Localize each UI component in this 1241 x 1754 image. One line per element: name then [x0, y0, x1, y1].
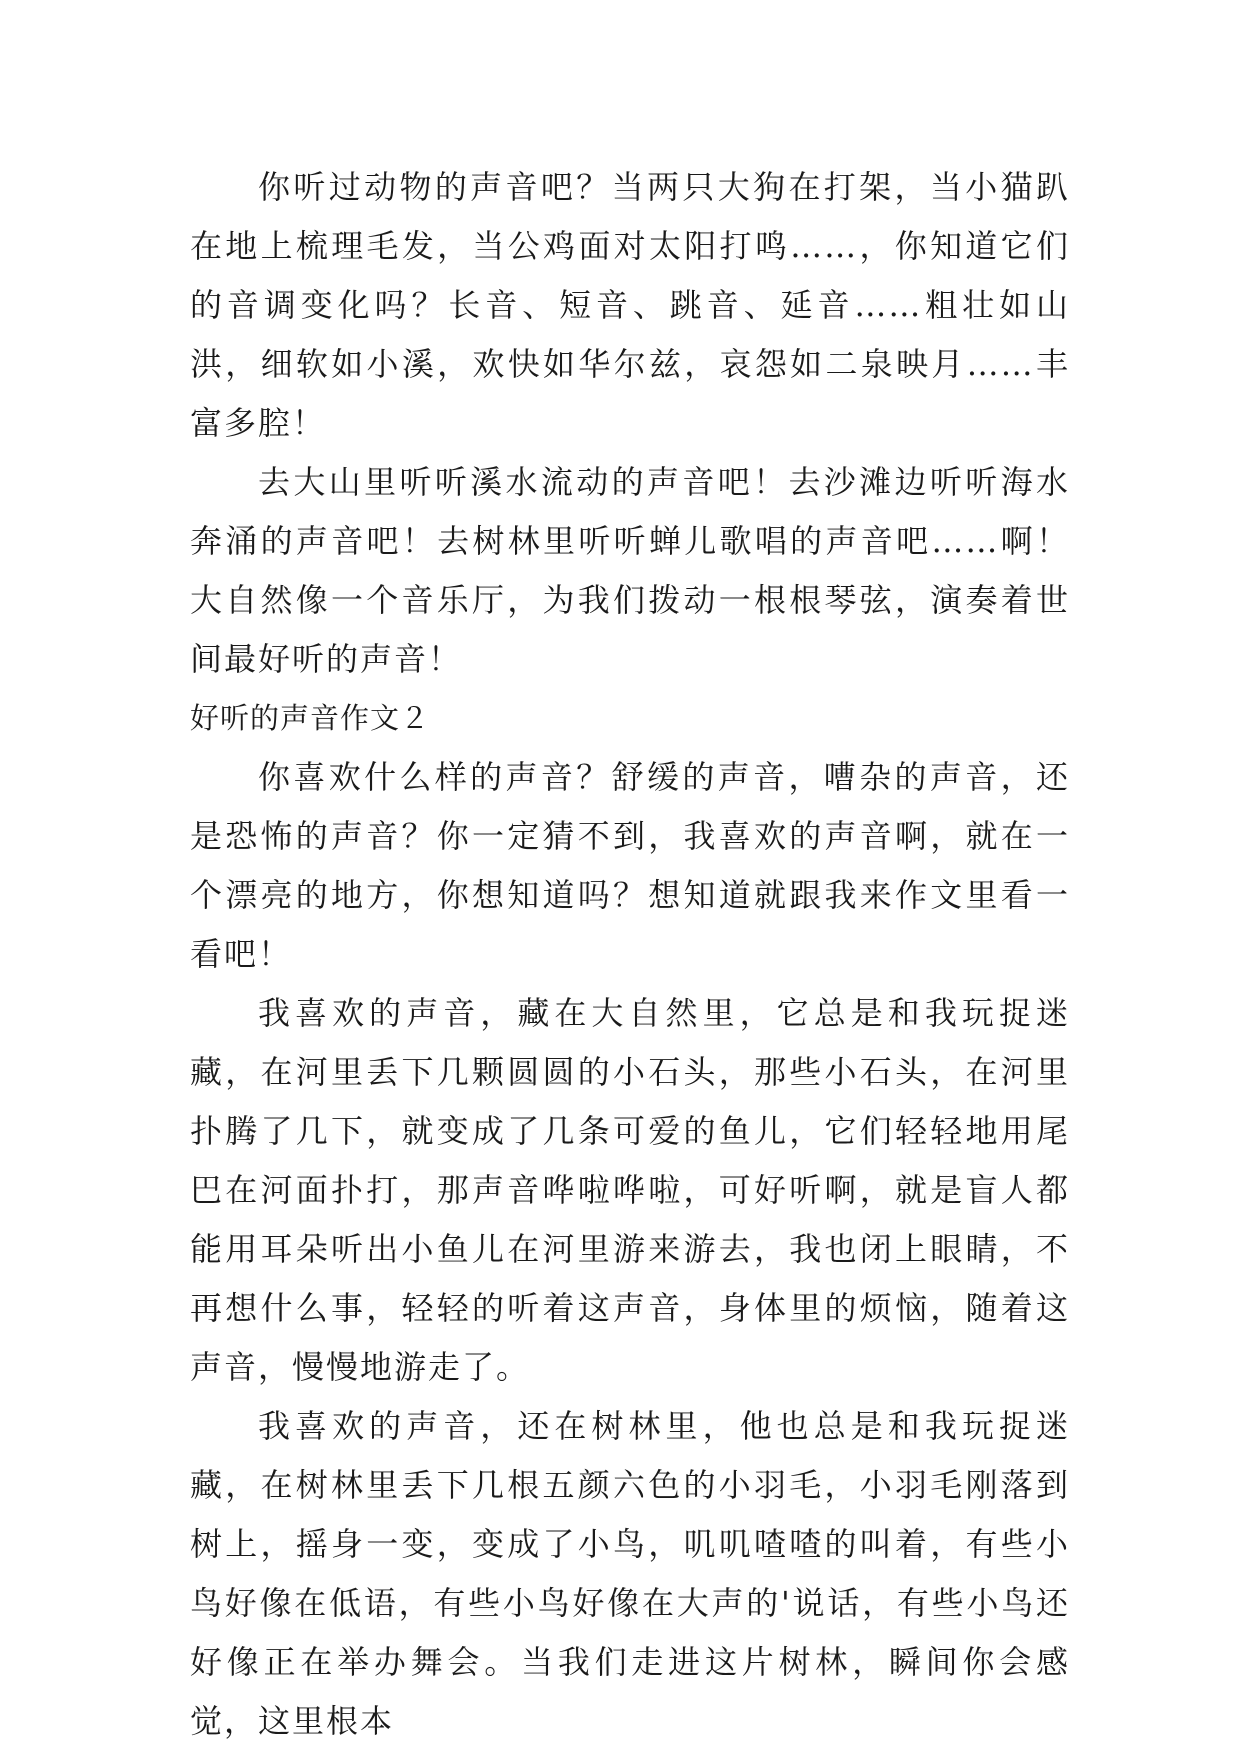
paragraph: 你听过动物的声音吧？当两只大狗在打架，当小猫趴在地上梳理毛发，当公鸡面对太阳打鸣……，你知道它们的音调变化吗？长音、短音、跳音、延音……粗壮如山洪，细软如小溪，欢快如华尔兹，哀怨如二泉映月……丰富多腔！	[190, 168, 1070, 442]
paragraph: 去大山里听听溪水流动的声音吧！去沙滩边听听海水奔涌的声音吧！去树林里听听蝉儿歌唱的声音吧……啊！大自然像一个音乐厅，为我们拨动一根根琴弦，演奏着世间最好听的声音！	[190, 463, 1070, 678]
paragraph: 我喜欢的声音，藏在大自然里，它总是和我玩捉迷藏，在河里丢下几颗圆圆的小石头，那些小石头，在河里扑腾了几下，就变成了几条可爱的鱼儿，它们轻轻地用尾巴在河面扑打，那声音哗啦哗啦，可好听啊，就是盲人都能用耳朵听出小鱼儿在河里游来游去，我也闭上眼睛，不再想什么事，轻轻的听着这声音，身体里的烦恼，随着这声音，慢慢地游走了。	[190, 994, 1070, 1386]
document-body	[190, 158, 1070, 1751]
paragraph: 我喜欢的声音，还在树林里，他也总是和我玩捉迷藏，在树林里丢下几根五颜六色的小羽毛，小羽毛刚落到树上，摇身一变，变成了小鸟，叽叽喳喳的叫着，有些小鸟好像在低语，有些小鸟好像在大声的'说话，有些小鸟还好像正在举办舞会。当我们走进这片树林，瞬间你会感觉，这里根本	[190, 1407, 1070, 1740]
paragraph: 你喜欢什么样的声音？舒缓的声音，嘈杂的声音，还是恐怖的声音？你一定猜不到，我喜欢的声音啊，就在一个漂亮的地方，你想知道吗？想知道就跟我来作文里看一看吧！	[190, 758, 1070, 973]
section-heading: 好听的声音作文２	[190, 701, 431, 735]
